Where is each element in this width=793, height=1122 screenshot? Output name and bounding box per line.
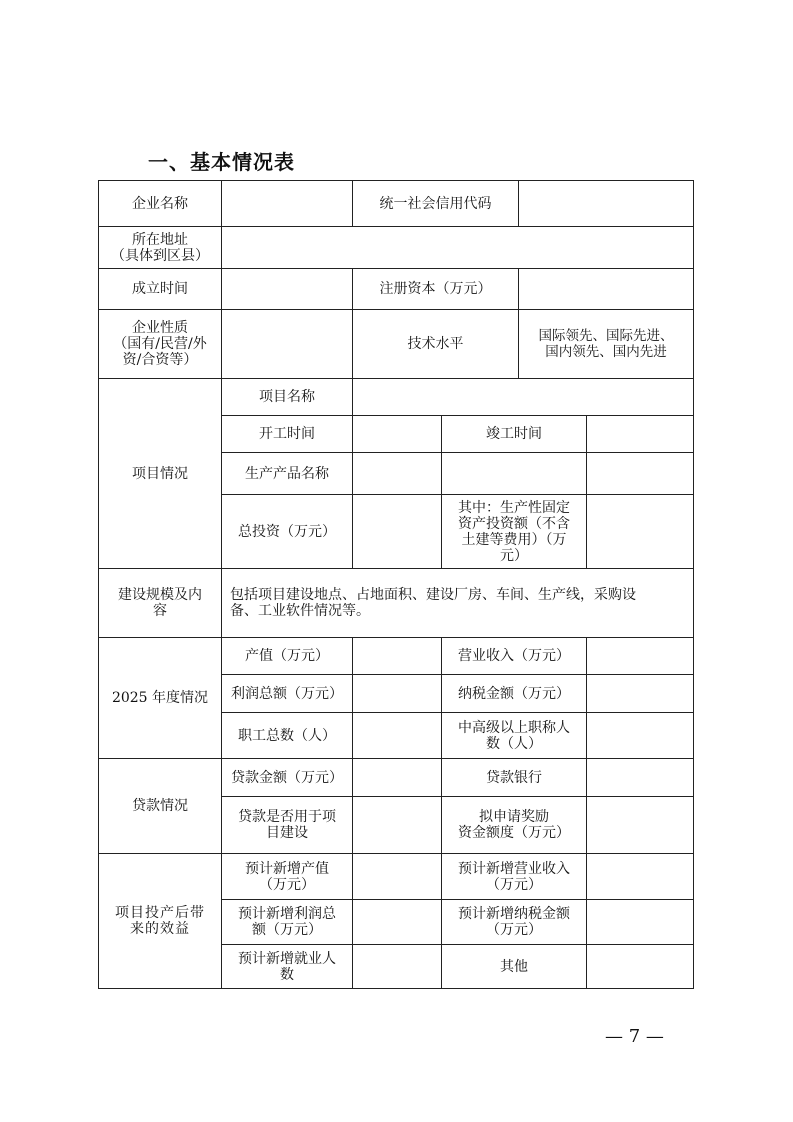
label-new-tax: 预计新增纳税金额 （万元） <box>441 899 587 945</box>
label-loan-for-project: 贷款是否用于项 目建设 <box>221 796 353 854</box>
input-new-revenue[interactable] <box>586 853 694 900</box>
section-loan: 贷款情况 <box>98 758 222 854</box>
label-output: 产值（万元） <box>221 637 353 675</box>
input-investment[interactable] <box>352 494 442 569</box>
label-other: 其他 <box>441 944 587 989</box>
label-tax: 纳税金额（万元） <box>441 674 587 713</box>
input-other[interactable] <box>586 944 694 989</box>
input-reward[interactable] <box>586 796 694 854</box>
input-finish-time[interactable] <box>586 415 694 453</box>
label-new-output: 预计新增产值 （万元） <box>221 853 353 900</box>
input-new-output[interactable] <box>352 853 442 900</box>
input-nature[interactable] <box>221 309 353 379</box>
input-loan-bank[interactable] <box>586 758 694 797</box>
label-address: 所在地址 （具体到区县） <box>98 226 222 269</box>
input-fixed-assets[interactable] <box>586 494 694 569</box>
section-project: 项目情况 <box>98 378 222 569</box>
input-product-1[interactable] <box>352 452 442 495</box>
label-tech-level: 技术水平 <box>352 309 519 379</box>
input-tax[interactable] <box>586 674 694 713</box>
page-number: — 7 — <box>605 1026 664 1047</box>
label-investment: 总投资（万元） <box>221 494 353 569</box>
label-product: 生产产品名称 <box>221 452 353 495</box>
label-reward: 拟申请奖励 资金额度（万元） <box>441 796 587 854</box>
section-benefit: 项目投产后带 来的效益 <box>98 853 222 989</box>
input-revenue[interactable] <box>586 637 694 675</box>
label-scale: 建设规模及内 容 <box>98 568 222 638</box>
label-nature: 企业性质 （国有/民营/外 资/合资等） <box>98 309 222 379</box>
input-new-tax[interactable] <box>586 899 694 945</box>
input-product-3[interactable] <box>586 452 694 495</box>
section-2025: 2025 年度情况 <box>98 637 222 759</box>
label-start-time: 开工时间 <box>221 415 353 453</box>
input-senior-staff[interactable] <box>586 712 694 759</box>
label-loan-bank: 贷款银行 <box>441 758 587 797</box>
input-credit-code[interactable] <box>518 180 694 227</box>
input-start-time[interactable] <box>352 415 442 453</box>
label-company-name: 企业名称 <box>98 180 222 227</box>
input-product-2[interactable] <box>441 452 587 495</box>
label-fixed-assets: 其中：生产性固定 资产投资额（不含 土建等费用）（万 元） <box>441 494 587 569</box>
label-project-name: 项目名称 <box>221 378 353 416</box>
label-staff: 职工总数（人） <box>221 712 353 759</box>
label-revenue: 营业收入（万元） <box>441 637 587 675</box>
label-new-revenue: 预计新增营业收入 （万元） <box>441 853 587 900</box>
input-project-name[interactable] <box>352 378 694 416</box>
label-credit-code: 统一社会信用代码 <box>352 180 519 227</box>
tech-level-options[interactable]: 国际领先、国际先进、 国内领先、国内先进 <box>518 309 694 379</box>
label-new-jobs: 预计新增就业人 数 <box>221 944 353 989</box>
scale-content[interactable]: 包括项目建设地点、占地面积、建设厂房、车间、生产线，采购设 备、工业软件情况等。 <box>221 568 694 638</box>
input-founded[interactable] <box>221 268 353 310</box>
input-new-jobs[interactable] <box>352 944 442 989</box>
label-founded: 成立时间 <box>98 268 222 310</box>
label-capital: 注册资本（万元） <box>352 268 519 310</box>
input-loan-for-project[interactable] <box>352 796 442 854</box>
label-finish-time: 竣工时间 <box>441 415 587 453</box>
input-output[interactable] <box>352 637 442 675</box>
page-title: 一、基本情况表 <box>148 150 295 174</box>
input-staff[interactable] <box>352 712 442 759</box>
input-loan-amount[interactable] <box>352 758 442 797</box>
input-company-name[interactable] <box>221 180 353 227</box>
input-capital[interactable] <box>518 268 694 310</box>
label-profit: 利润总额（万元） <box>221 674 353 713</box>
input-new-profit[interactable] <box>352 899 442 945</box>
input-profit[interactable] <box>352 674 442 713</box>
label-loan-amount: 贷款金额（万元） <box>221 758 353 797</box>
label-senior-staff: 中高级以上职称人 数（人） <box>441 712 587 759</box>
input-address[interactable] <box>221 226 694 269</box>
label-new-profit: 预计新增利润总 额（万元） <box>221 899 353 945</box>
